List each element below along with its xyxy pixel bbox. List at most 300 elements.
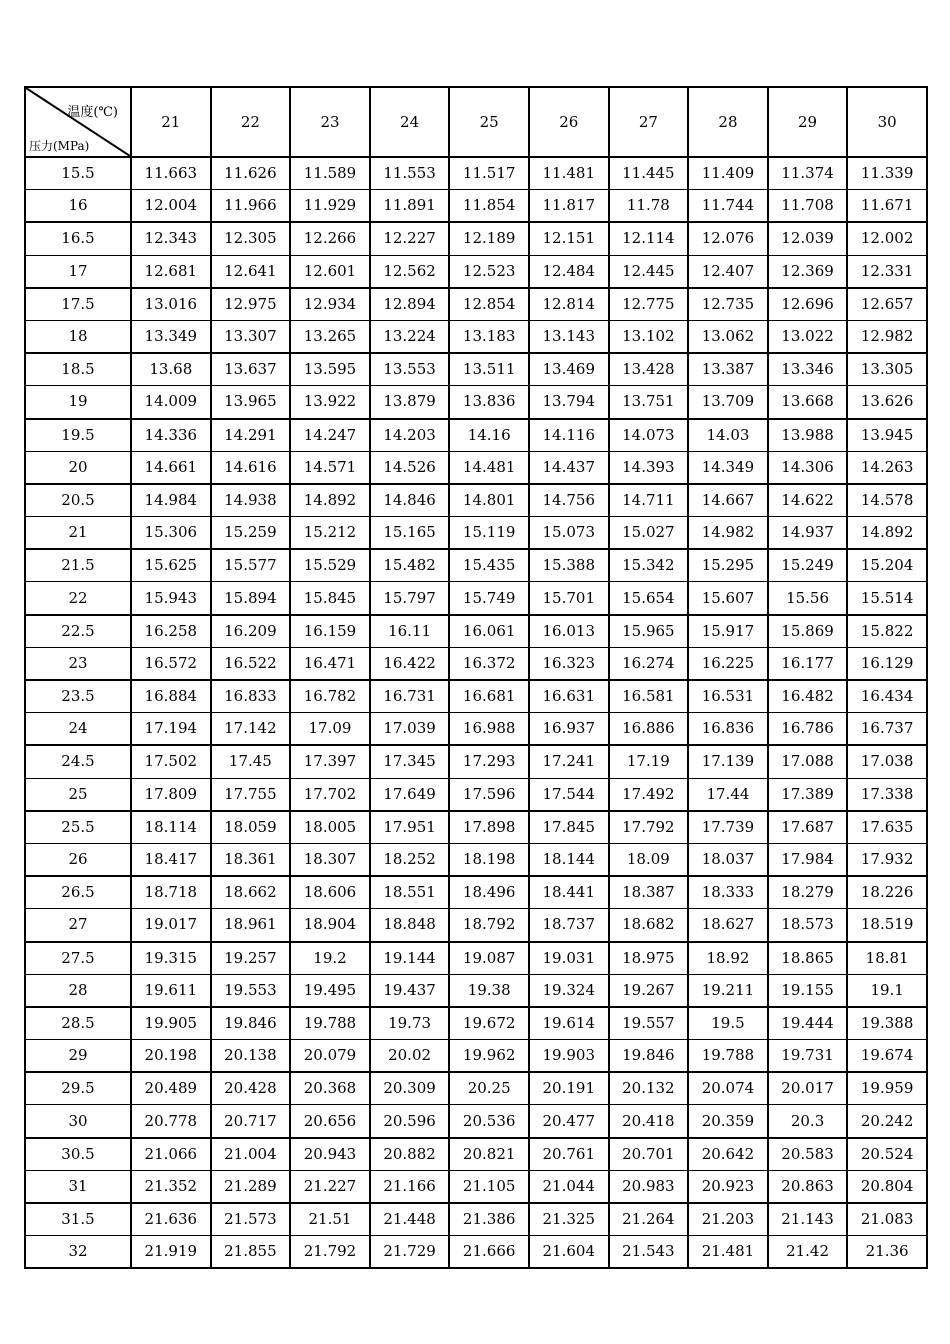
value-cell: 18.005	[290, 811, 370, 844]
value-cell: 19.5	[688, 1007, 768, 1040]
pressure-cell: 32	[25, 1236, 131, 1269]
value-cell: 17.951	[370, 811, 450, 844]
pressure-cell: 23.5	[25, 680, 131, 713]
pressure-cell: 29	[25, 1040, 131, 1073]
value-cell: 17.338	[847, 778, 927, 811]
value-cell: 17.194	[131, 713, 211, 746]
pressure-cell: 25.5	[25, 811, 131, 844]
value-cell: 14.03	[688, 419, 768, 452]
value-cell: 21.143	[768, 1203, 848, 1236]
value-cell: 11.445	[609, 157, 689, 190]
value-cell: 15.577	[211, 549, 291, 582]
table-row	[25, 255, 927, 288]
value-cell: 16.422	[370, 647, 450, 680]
value-cell: 15.249	[768, 549, 848, 582]
table-row	[25, 451, 927, 484]
pressure-cell: 24.5	[25, 745, 131, 778]
value-cell: 11.78	[609, 190, 689, 223]
value-cell: 16.061	[449, 615, 529, 648]
temperature-header-cell: 26	[529, 87, 609, 157]
value-cell: 15.306	[131, 517, 211, 550]
pressure-cell: 18.5	[25, 353, 131, 386]
value-cell: 12.696	[768, 288, 848, 321]
value-cell: 11.589	[290, 157, 370, 190]
value-cell: 13.794	[529, 386, 609, 419]
value-cell: 11.891	[370, 190, 450, 223]
value-cell: 12.039	[768, 222, 848, 255]
value-cell: 12.934	[290, 288, 370, 321]
value-cell: 14.616	[211, 451, 291, 484]
value-cell: 13.988	[768, 419, 848, 452]
value-cell: 13.945	[847, 419, 927, 452]
value-cell: 20.821	[449, 1138, 529, 1171]
value-cell: 12.775	[609, 288, 689, 321]
value-cell: 17.984	[768, 843, 848, 876]
table-row	[25, 909, 927, 942]
value-cell: 14.306	[768, 451, 848, 484]
table-row	[25, 778, 927, 811]
table-row	[25, 419, 927, 452]
value-cell: 14.984	[131, 484, 211, 517]
value-cell: 21.481	[688, 1236, 768, 1269]
value-cell: 18.606	[290, 876, 370, 909]
value-cell: 17.44	[688, 778, 768, 811]
pressure-cell: 27	[25, 909, 131, 942]
value-cell: 17.241	[529, 745, 609, 778]
pressure-cell: 23	[25, 647, 131, 680]
temperature-header-cell: 23	[290, 87, 370, 157]
table-row	[25, 1170, 927, 1203]
value-cell: 18.226	[847, 876, 927, 909]
table-row	[25, 745, 927, 778]
pressure-cell: 24	[25, 713, 131, 746]
value-cell: 17.397	[290, 745, 370, 778]
value-cell: 17.345	[370, 745, 450, 778]
value-cell: 19.155	[768, 974, 848, 1007]
value-cell: 20.079	[290, 1040, 370, 1073]
value-cell: 20.132	[609, 1072, 689, 1105]
value-cell: 20.309	[370, 1072, 450, 1105]
table-row	[25, 157, 927, 190]
corner-header-cell	[25, 87, 131, 157]
value-cell: 12.076	[688, 222, 768, 255]
value-cell: 16.225	[688, 647, 768, 680]
pressure-cell: 16.5	[25, 222, 131, 255]
value-cell: 13.879	[370, 386, 450, 419]
value-cell: 17.09	[290, 713, 370, 746]
value-cell: 19.315	[131, 942, 211, 975]
value-cell: 16.258	[131, 615, 211, 648]
value-cell: 15.943	[131, 582, 211, 615]
value-cell: 13.022	[768, 320, 848, 353]
value-cell: 19.905	[131, 1007, 211, 1040]
value-cell: 16.937	[529, 713, 609, 746]
value-cell: 13.102	[609, 320, 689, 353]
value-cell: 21.543	[609, 1236, 689, 1269]
value-cell: 19.495	[290, 974, 370, 1007]
value-cell: 20.882	[370, 1138, 450, 1171]
value-cell: 11.409	[688, 157, 768, 190]
pressure-cell: 28.5	[25, 1007, 131, 1040]
value-cell: 21.166	[370, 1170, 450, 1203]
value-cell: 18.144	[529, 843, 609, 876]
value-cell: 15.797	[370, 582, 450, 615]
value-cell: 13.346	[768, 353, 848, 386]
table-body	[25, 87, 927, 1268]
table-row	[25, 647, 927, 680]
value-cell: 20.983	[609, 1170, 689, 1203]
pressure-cell: 30	[25, 1105, 131, 1138]
temperature-header-cell: 27	[609, 87, 689, 157]
value-cell: 15.869	[768, 615, 848, 648]
value-cell: 17.739	[688, 811, 768, 844]
value-cell: 19.017	[131, 909, 211, 942]
value-cell: 11.481	[529, 157, 609, 190]
value-cell: 20.642	[688, 1138, 768, 1171]
table-row	[25, 353, 927, 386]
value-cell: 14.009	[131, 386, 211, 419]
value-cell: 16.631	[529, 680, 609, 713]
value-cell: 21.36	[847, 1236, 927, 1269]
value-cell: 17.492	[609, 778, 689, 811]
value-cell: 16.782	[290, 680, 370, 713]
value-cell: 18.92	[688, 942, 768, 975]
value-cell: 17.687	[768, 811, 848, 844]
value-cell: 17.898	[449, 811, 529, 844]
value-cell: 12.982	[847, 320, 927, 353]
value-cell: 15.165	[370, 517, 450, 550]
value-cell: 18.361	[211, 843, 291, 876]
value-cell: 20.656	[290, 1105, 370, 1138]
value-cell: 14.938	[211, 484, 291, 517]
value-cell: 11.553	[370, 157, 450, 190]
value-cell: 21.636	[131, 1203, 211, 1236]
value-cell: 20.418	[609, 1105, 689, 1138]
value-cell: 21.448	[370, 1203, 450, 1236]
value-cell: 12.343	[131, 222, 211, 255]
pressure-cell: 21	[25, 517, 131, 550]
value-cell: 13.709	[688, 386, 768, 419]
value-cell: 13.668	[768, 386, 848, 419]
value-cell: 17.038	[847, 745, 927, 778]
value-cell: 11.966	[211, 190, 291, 223]
value-cell: 20.368	[290, 1072, 370, 1105]
table-row	[25, 680, 927, 713]
value-cell: 13.224	[370, 320, 450, 353]
value-cell: 11.817	[529, 190, 609, 223]
value-cell: 21.386	[449, 1203, 529, 1236]
table-row	[25, 974, 927, 1007]
value-cell: 21.066	[131, 1138, 211, 1171]
value-cell: 14.247	[290, 419, 370, 452]
value-cell: 18.975	[609, 942, 689, 975]
value-cell: 21.855	[211, 1236, 291, 1269]
value-cell: 12.331	[847, 255, 927, 288]
value-cell: 15.529	[290, 549, 370, 582]
table-row	[25, 222, 927, 255]
value-cell: 15.342	[609, 549, 689, 582]
value-cell: 14.349	[688, 451, 768, 484]
value-cell: 17.635	[847, 811, 927, 844]
value-cell: 14.801	[449, 484, 529, 517]
value-cell: 18.662	[211, 876, 291, 909]
value-cell: 14.622	[768, 484, 848, 517]
pressure-cell: 31.5	[25, 1203, 131, 1236]
value-cell: 13.349	[131, 320, 211, 353]
value-cell: 16.884	[131, 680, 211, 713]
value-cell: 17.142	[211, 713, 291, 746]
value-cell: 15.212	[290, 517, 370, 550]
pressure-cell: 22	[25, 582, 131, 615]
value-cell: 18.417	[131, 843, 211, 876]
value-cell: 15.701	[529, 582, 609, 615]
value-cell: 21.729	[370, 1236, 450, 1269]
value-cell: 20.583	[768, 1138, 848, 1171]
value-cell: 20.017	[768, 1072, 848, 1105]
value-cell: 16.274	[609, 647, 689, 680]
value-cell: 11.339	[847, 157, 927, 190]
value-cell: 21.289	[211, 1170, 291, 1203]
value-cell: 14.578	[847, 484, 927, 517]
value-cell: 21.792	[290, 1236, 370, 1269]
value-cell: 16.372	[449, 647, 529, 680]
value-cell: 16.209	[211, 615, 291, 648]
value-cell: 11.929	[290, 190, 370, 223]
value-cell: 13.836	[449, 386, 529, 419]
header-row	[25, 87, 927, 157]
value-cell: 13.307	[211, 320, 291, 353]
value-cell: 21.325	[529, 1203, 609, 1236]
value-cell: 17.544	[529, 778, 609, 811]
value-cell: 11.854	[449, 190, 529, 223]
value-cell: 14.892	[290, 484, 370, 517]
value-cell: 12.266	[290, 222, 370, 255]
value-cell: 14.892	[847, 517, 927, 550]
value-cell: 12.189	[449, 222, 529, 255]
value-cell: 19.557	[609, 1007, 689, 1040]
pressure-cell: 18	[25, 320, 131, 353]
value-cell: 14.116	[529, 419, 609, 452]
pressure-temperature-table	[24, 86, 928, 1269]
value-cell: 16.482	[768, 680, 848, 713]
value-cell: 18.496	[449, 876, 529, 909]
value-cell: 15.482	[370, 549, 450, 582]
value-cell: 19.614	[529, 1007, 609, 1040]
value-cell: 17.389	[768, 778, 848, 811]
value-cell: 16.833	[211, 680, 291, 713]
value-cell: 11.663	[131, 157, 211, 190]
value-cell: 18.279	[768, 876, 848, 909]
value-cell: 17.039	[370, 713, 450, 746]
pressure-cell: 19	[25, 386, 131, 419]
value-cell: 13.68	[131, 353, 211, 386]
value-cell: 11.626	[211, 157, 291, 190]
value-cell: 14.937	[768, 517, 848, 550]
pressure-cell: 16	[25, 190, 131, 223]
value-cell: 14.756	[529, 484, 609, 517]
value-cell: 21.604	[529, 1236, 609, 1269]
pressure-cell: 17	[25, 255, 131, 288]
value-cell: 21.105	[449, 1170, 529, 1203]
value-cell: 19.444	[768, 1007, 848, 1040]
value-cell: 17.45	[211, 745, 291, 778]
value-cell: 16.786	[768, 713, 848, 746]
pressure-cell: 30.5	[25, 1138, 131, 1171]
value-cell: 12.002	[847, 222, 927, 255]
value-cell: 18.198	[449, 843, 529, 876]
value-cell: 16.177	[768, 647, 848, 680]
pressure-cell: 20	[25, 451, 131, 484]
value-cell: 16.737	[847, 713, 927, 746]
temperature-header-cell: 30	[847, 87, 927, 157]
value-cell: 14.571	[290, 451, 370, 484]
table-row	[25, 615, 927, 648]
value-cell: 21.352	[131, 1170, 211, 1203]
value-cell: 12.227	[370, 222, 450, 255]
value-cell: 13.428	[609, 353, 689, 386]
value-cell: 13.016	[131, 288, 211, 321]
value-cell: 12.305	[211, 222, 291, 255]
value-cell: 20.863	[768, 1170, 848, 1203]
table-row	[25, 320, 927, 353]
value-cell: 12.004	[131, 190, 211, 223]
value-cell: 12.114	[609, 222, 689, 255]
value-cell: 15.625	[131, 549, 211, 582]
value-cell: 13.265	[290, 320, 370, 353]
value-cell: 15.388	[529, 549, 609, 582]
value-cell: 18.81	[847, 942, 927, 975]
value-cell: 14.393	[609, 451, 689, 484]
temperature-header-cell: 25	[449, 87, 529, 157]
value-cell: 19.087	[449, 942, 529, 975]
table-row	[25, 843, 927, 876]
value-cell: 20.804	[847, 1170, 927, 1203]
value-cell: 18.737	[529, 909, 609, 942]
value-cell: 15.295	[688, 549, 768, 582]
value-cell: 12.151	[529, 222, 609, 255]
value-cell: 14.661	[131, 451, 211, 484]
pressure-cell: 26.5	[25, 876, 131, 909]
pressure-cell: 25	[25, 778, 131, 811]
value-cell: 16.434	[847, 680, 927, 713]
value-cell: 13.626	[847, 386, 927, 419]
temperature-header-cell: 22	[211, 87, 291, 157]
value-cell: 19.73	[370, 1007, 450, 1040]
value-cell: 17.139	[688, 745, 768, 778]
value-cell: 17.502	[131, 745, 211, 778]
table-row	[25, 1105, 927, 1138]
value-cell: 21.083	[847, 1203, 927, 1236]
value-cell: 20.138	[211, 1040, 291, 1073]
value-cell: 11.671	[847, 190, 927, 223]
value-cell: 15.654	[609, 582, 689, 615]
table-row	[25, 517, 927, 550]
value-cell: 19.38	[449, 974, 529, 1007]
value-cell: 13.595	[290, 353, 370, 386]
value-cell: 20.701	[609, 1138, 689, 1171]
table-row	[25, 713, 927, 746]
value-cell: 12.407	[688, 255, 768, 288]
value-cell: 13.469	[529, 353, 609, 386]
value-cell: 16.129	[847, 647, 927, 680]
value-cell: 18.848	[370, 909, 450, 942]
value-cell: 12.975	[211, 288, 291, 321]
value-cell: 20.717	[211, 1105, 291, 1138]
temperature-header-cell: 21	[131, 87, 211, 157]
value-cell: 16.836	[688, 713, 768, 746]
value-cell: 12.562	[370, 255, 450, 288]
value-cell: 14.711	[609, 484, 689, 517]
value-cell: 21.42	[768, 1236, 848, 1269]
table-row	[25, 288, 927, 321]
value-cell: 14.667	[688, 484, 768, 517]
value-cell: 15.749	[449, 582, 529, 615]
value-cell: 14.846	[370, 484, 450, 517]
value-cell: 16.988	[449, 713, 529, 746]
value-cell: 18.333	[688, 876, 768, 909]
value-cell: 19.031	[529, 942, 609, 975]
pressure-cell: 31	[25, 1170, 131, 1203]
value-cell: 20.943	[290, 1138, 370, 1171]
value-cell: 16.11	[370, 615, 450, 648]
value-cell: 16.681	[449, 680, 529, 713]
value-cell: 11.744	[688, 190, 768, 223]
pressure-cell: 22.5	[25, 615, 131, 648]
value-cell: 21.919	[131, 1236, 211, 1269]
value-cell: 16.159	[290, 615, 370, 648]
value-cell: 18.865	[768, 942, 848, 975]
value-cell: 15.607	[688, 582, 768, 615]
value-cell: 15.56	[768, 582, 848, 615]
pressure-cell: 26	[25, 843, 131, 876]
pressure-cell: 15.5	[25, 157, 131, 190]
value-cell: 18.573	[768, 909, 848, 942]
value-cell: 19.846	[609, 1040, 689, 1073]
value-cell: 20.923	[688, 1170, 768, 1203]
value-cell: 19.788	[688, 1040, 768, 1073]
value-cell: 15.965	[609, 615, 689, 648]
table-row	[25, 1138, 927, 1171]
value-cell: 14.437	[529, 451, 609, 484]
value-cell: 14.982	[688, 517, 768, 550]
value-cell: 15.119	[449, 517, 529, 550]
value-cell: 20.761	[529, 1138, 609, 1171]
value-cell: 18.792	[449, 909, 529, 942]
value-cell: 11.374	[768, 157, 848, 190]
value-cell: 20.074	[688, 1072, 768, 1105]
value-cell: 18.387	[609, 876, 689, 909]
value-cell: 17.845	[529, 811, 609, 844]
value-cell: 12.445	[609, 255, 689, 288]
value-cell: 20.524	[847, 1138, 927, 1171]
value-cell: 20.778	[131, 1105, 211, 1138]
value-cell: 17.792	[609, 811, 689, 844]
value-cell: 19.324	[529, 974, 609, 1007]
value-cell: 13.305	[847, 353, 927, 386]
value-cell: 20.359	[688, 1105, 768, 1138]
value-cell: 20.489	[131, 1072, 211, 1105]
value-cell: 12.484	[529, 255, 609, 288]
table-row	[25, 582, 927, 615]
table-row	[25, 484, 927, 517]
temperature-header-cell: 29	[768, 87, 848, 157]
value-cell: 20.02	[370, 1040, 450, 1073]
value-cell: 20.596	[370, 1105, 450, 1138]
value-cell: 20.191	[529, 1072, 609, 1105]
value-cell: 20.477	[529, 1105, 609, 1138]
value-cell: 12.369	[768, 255, 848, 288]
value-cell: 14.203	[370, 419, 450, 452]
